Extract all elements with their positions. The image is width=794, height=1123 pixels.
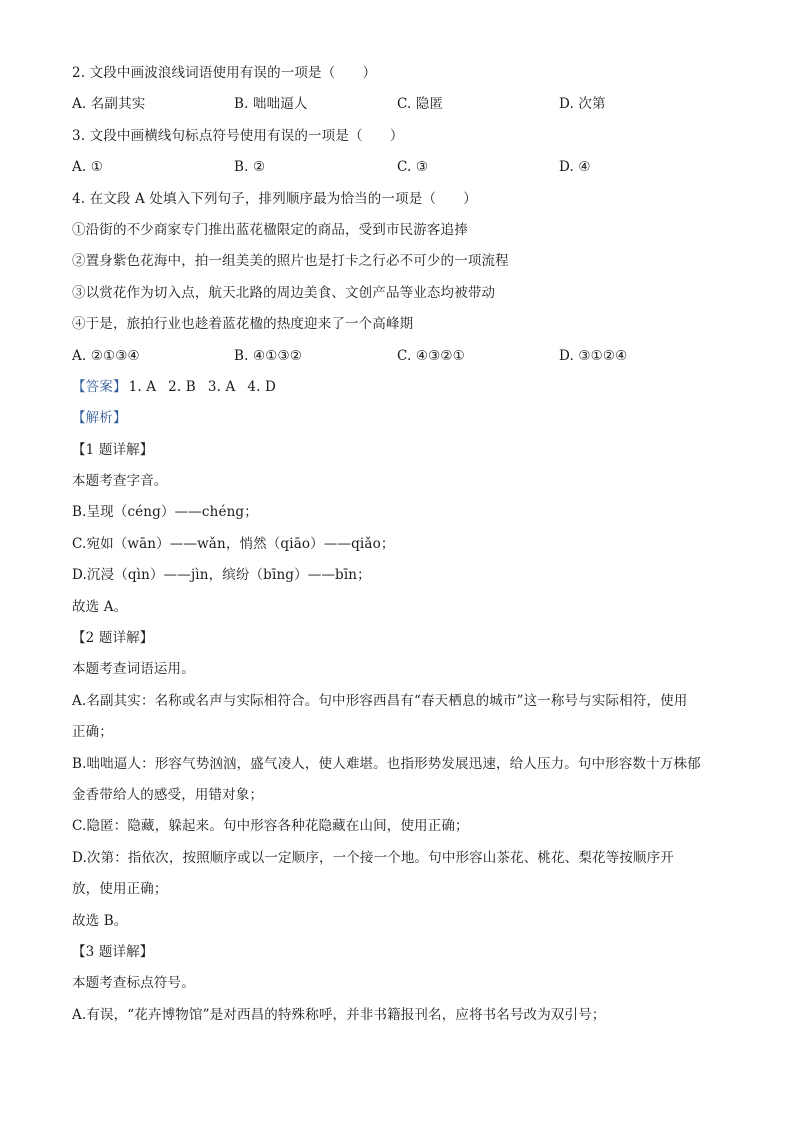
option-b: B. 咄咄逼人 — [234, 96, 308, 113]
detail-line: C.隐匿：隐藏，躲起来。句中形容各种花隐藏在山间，使用正确； — [72, 818, 469, 835]
detail-line: A.名副其实：名称或名声与实际相符合。句中形容西昌有“春天栖息的城市”这一称号与实际相符，使用 — [72, 692, 688, 709]
document-page — [72, 58, 732, 1031]
detail-line: 本题考查标点符号。 — [72, 975, 195, 992]
detail-line: 放，使用正确； — [72, 881, 168, 898]
answer-item: 3. A — [207, 378, 236, 395]
detail-3-heading: 【3 题详解】 — [72, 943, 154, 960]
question-4-options — [72, 341, 732, 372]
detail-line: 本题考查词语运用。 — [72, 661, 195, 678]
question-4-sentence: ①沿街的不少商家专门推出蓝花楹限定的商品，受到市民游客追捧 — [72, 221, 468, 238]
option-c: C. ③ — [397, 159, 429, 176]
question-3-stem: 3. 文段中画横线句标点符号使用有误的一项是（ ） — [72, 127, 404, 144]
option-b: B. ② — [234, 159, 266, 176]
answer-item: 2. B — [168, 378, 196, 395]
option-a: A. 名副其实 — [72, 96, 146, 113]
answer-item: 1. A — [128, 378, 157, 395]
answer-line — [72, 372, 732, 403]
analysis-label: 【解析】 — [72, 410, 127, 427]
option-d: D. ③①②④ — [559, 347, 628, 364]
detail-line: A.有误，“花卉博物馆”是对西昌的特殊称呼，并非书籍报刊名，应将书名号改为双引号； — [72, 1006, 606, 1023]
detail-2-heading: 【2 题详解】 — [72, 630, 154, 647]
question-4-sentence: ④于是，旅拍行业也趁着蓝花楹的热度迎来了一个高峰期 — [72, 316, 414, 333]
detail-line: D.次第：指依次，按照顺序或以一定顺序，一个接一个地。句中形容山茶花、桃花、梨花等按顺序开 — [72, 849, 674, 866]
question-4-stem: 4. 在文段 A 处填入下列句子，排列顺序最为恰当的一项是（ ） — [72, 190, 477, 207]
answer-item: 4. D — [247, 378, 276, 395]
question-4-sentence: ③以赏花作为切入点，航天北路的周边美食、文创产品等业态均被带动 — [72, 284, 496, 301]
question-2-stem: 2. 文段中画波浪线词语使用有误的一项是（ ） — [72, 65, 377, 81]
option-a: A. ① — [72, 159, 104, 176]
answer-label: 【答案】 — [72, 378, 127, 395]
option-a: A. ②①③④ — [72, 347, 140, 364]
detail-line: C.宛如（wān）——wǎn，悄然（qiāo）——qiǎo； — [72, 535, 395, 552]
detail-line: 故选 B。 — [72, 912, 128, 929]
option-b: B. ④①③② — [234, 347, 302, 364]
question-3-options — [72, 152, 732, 183]
detail-line: D.沉浸（qìn）——jìn，缤纷（bīng）——bīn； — [72, 567, 371, 584]
detail-line: 正确； — [72, 724, 113, 741]
option-d: D. ④ — [559, 159, 591, 176]
detail-line: B.咄咄逼人：形容气势汹汹，盛气凌人，使人难堪。也指形势发展迅速，给人压力。句中形容数十万株郁 — [72, 755, 701, 772]
question-4-sentence: ②置身紫色花海中，拍一组美美的照片也是打卡之行必不可少的一项流程 — [72, 253, 509, 270]
option-d: D. 次第 — [559, 96, 606, 113]
detail-line: 金香带给人的感受，用错对象； — [72, 786, 264, 803]
option-c: C. ④③②① — [397, 347, 465, 364]
detail-1-heading: 【1 题详解】 — [72, 441, 154, 458]
option-c: C. 隐匿 — [397, 96, 444, 113]
question-2-options — [72, 89, 732, 120]
detail-line: B.呈现（céng）——chéng； — [72, 504, 258, 521]
detail-line: 本题考查字音。 — [72, 473, 168, 490]
detail-line: 故选 A。 — [72, 598, 128, 615]
